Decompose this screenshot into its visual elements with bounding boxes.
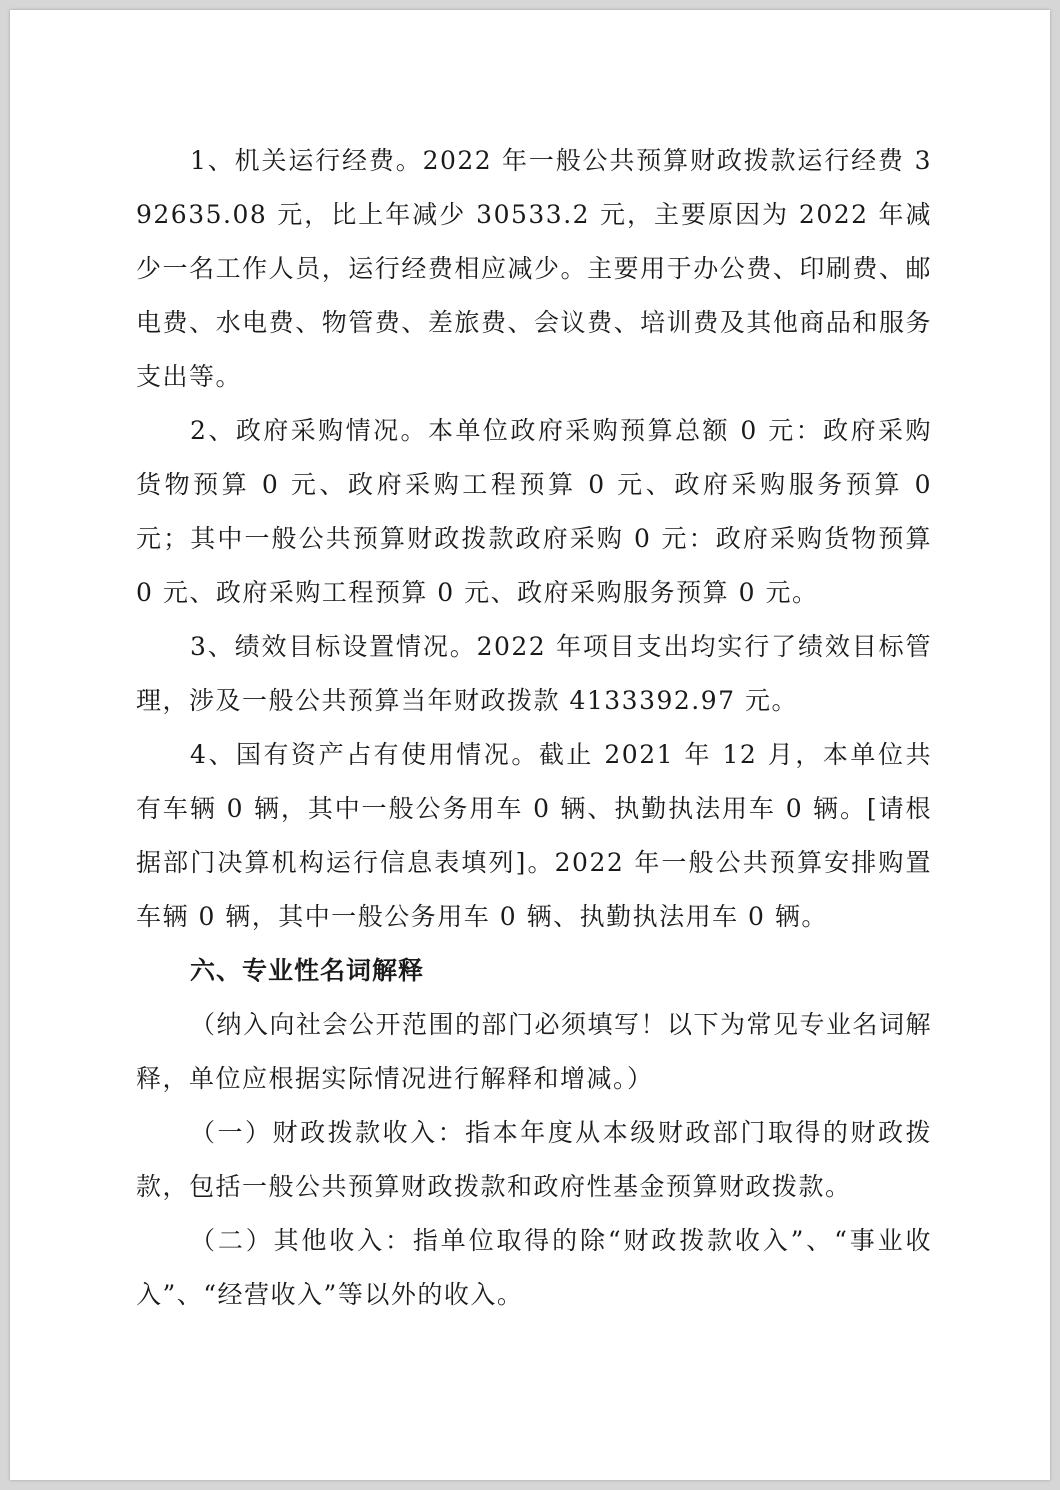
definition-other-income: （二）其他收入：指单位取得的除“财政拨款收入”、“事业收入”、“经营收入”等以外的收入。 — [136, 1226, 932, 1309]
paragraph-government-procurement: 2、政府采购情况。本单位政府采购预算总额 0 元：政府采购货物预算 0 元、政府采购工程预算 0 元、政府采购服务预算 0 元；其中一般公共预算财政拨款政府采购 0 元：政府采购货物预算 0 元、政府采购工程预算 0 元、政府采购服务预算 0 元。 — [136, 416, 932, 607]
document-body — [136, 134, 932, 1322]
paragraph-performance-targets: 3、绩效目标设置情况。2022 年项目支出均实行了绩效目标管理，涉及一般公共预算当年财政拨款 4133392.97 元。 — [136, 632, 932, 715]
definition-fiscal-appropriation-income: （一）财政拨款收入：指本年度从本级财政部门取得的财政拨款，包括一般公共预算财政拨款和政府性基金预算财政拨款。 — [136, 1118, 932, 1201]
paragraph-operating-expenses: 1、机关运行经费。2022 年一般公共预算财政拨款运行经费 392635.08 元，比上年减少 30533.2 元，主要原因为 2022 年减少一名工作人员，运行经费相应减少。主要用于办公费、印刷费、邮电费、水电费、物管费、差旅费、会议费、培训费及其他商品和服务支出等。 — [136, 146, 932, 391]
section-note: （纳入向社会公开范围的部门必须填写！以下为常见专业名词解释，单位应根据实际情况进行解释和增减。） — [136, 1010, 933, 1093]
section-heading: 六、专业性名词解释 — [190, 956, 425, 985]
document-page — [10, 10, 1050, 1480]
paragraph-state-assets: 4、国有资产占有使用情况。截止 2021 年 12 月，本单位共有车辆 0 辆，其中一般公务用车 0 辆、执勤执法用车 0 辆。[请根据部门决算机构运行信息表填列]。2022 年一般公共预算安排购置车辆 0 辆，其中一般公务用车 0 辆、执勤执法用车 0 辆。 — [136, 740, 932, 931]
